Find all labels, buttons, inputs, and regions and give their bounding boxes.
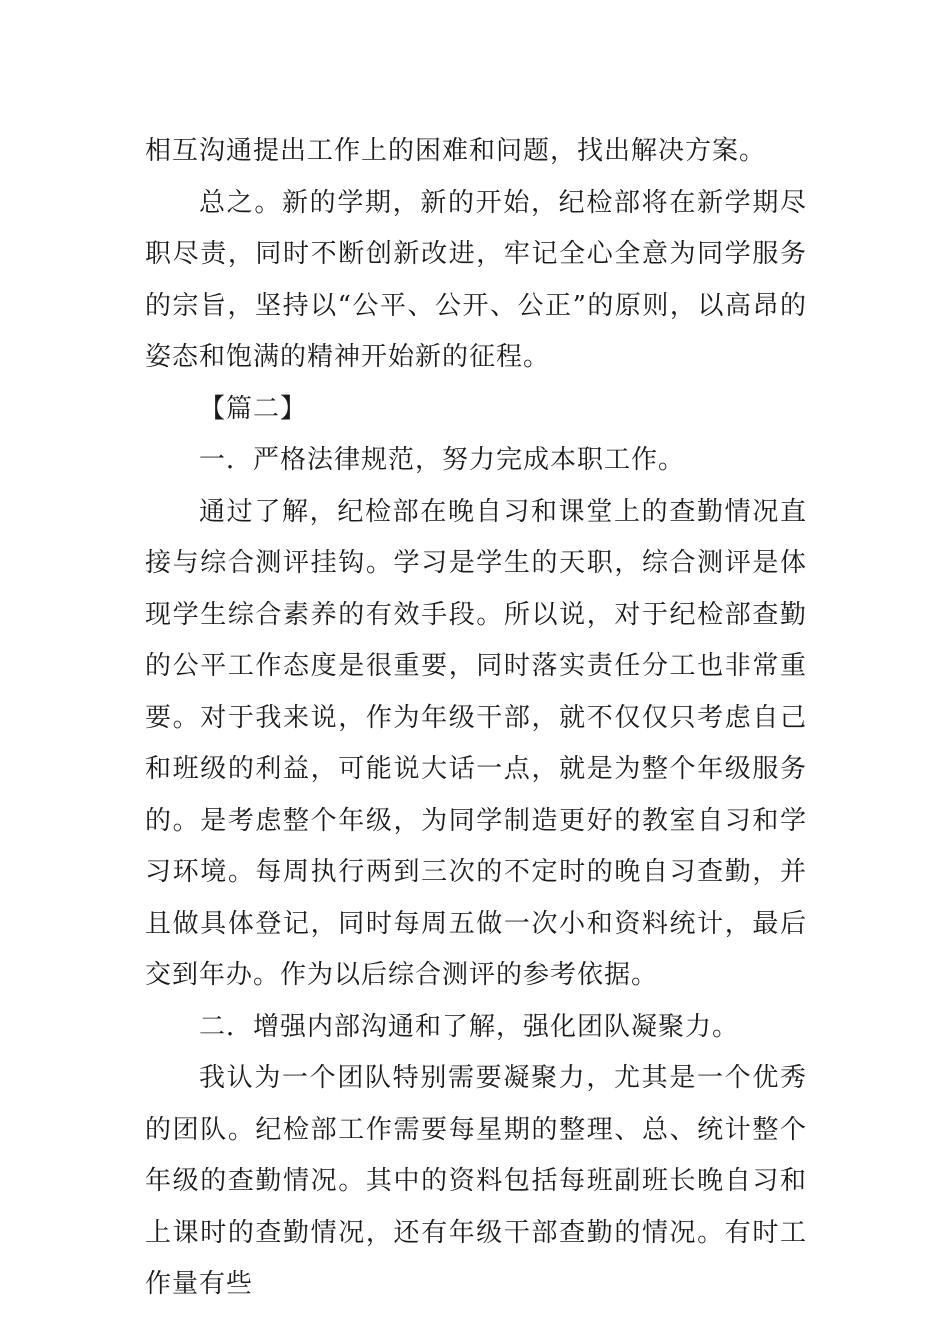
section-heading: 【篇二】: [199, 393, 308, 424]
paragraph-summary: 总之。新的学期，新的开始，纪检部将在新学期尽职尽责，同时不断创新改进，牢记全心全意为同学服务的宗旨，坚持以“公平、公开、公正”的原则，以高昂的姿态和饱满的精神开始新的征程。: [145, 187, 807, 372]
paragraph-teamwork: 我认为一个团队特别需要凝聚力，尤其是一个优秀的团队。纪检部工作需要每星期的整理、总、统计整个年级的查勤情况。其中的资料包括每班副班长晚自习和上课时的查勤情况，还有年级干部查勤的情况。有时工作量有些: [145, 1063, 807, 1299]
paragraph-attendance: 通过了解，纪检部在晚自习和课堂上的查勤情况直接与综合测评挂钩。学习是学生的天职，综合测评是体现学生综合素养的有效手段。所以说，对于纪检部查勤的公平工作态度是很重要，同时落实责任分工也非常重要。对于我来说，作为年级干部，就不仅仅只考虑自己和班级的利益，可能说大话一点，就是为整个年级服务的。是考虑整个年级，为同学制造更好的教室自习和学习环境。每周执行两到三次的不定时的晚自习查勤，并且做具体登记，同时每周五做一次小和资料统计，最后交到年办。作为以后综合测评的参考依据。: [145, 496, 807, 990]
subheading-2: 二．增强内部沟通和了解，强化团队凝聚力。: [199, 1011, 740, 1042]
paragraph-continuation: 相互沟通提出工作上的困难和问题，找出解决方案。: [145, 136, 767, 166]
subheading-1: 一．严格法律规范，努力完成本职工作。: [199, 445, 686, 475]
document-body: [145, 126, 807, 1311]
